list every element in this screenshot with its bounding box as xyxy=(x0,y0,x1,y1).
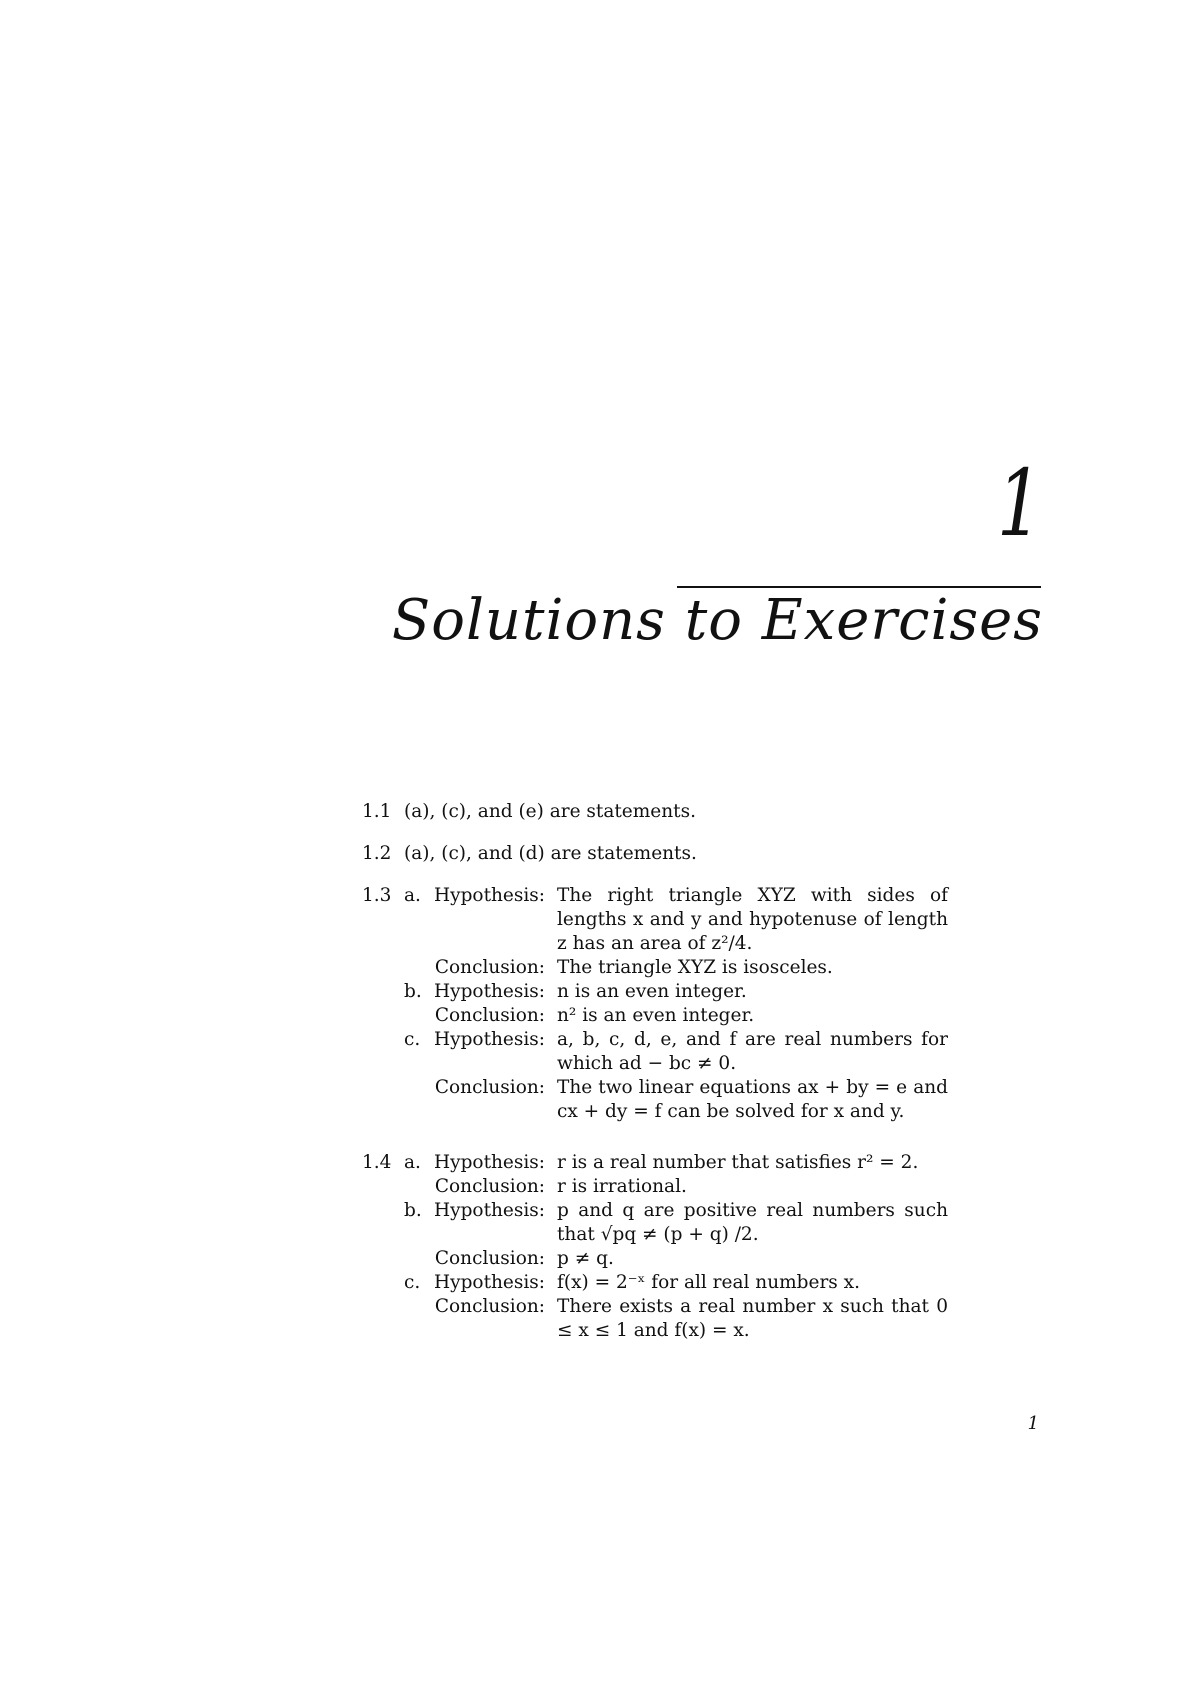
chapter-title: Solutions to Exercises xyxy=(391,588,1043,653)
conclusion-text: n² is an even integer. xyxy=(557,1005,755,1026)
exercise-number: 1.2 xyxy=(362,843,392,864)
hypothesis-row xyxy=(432,1199,948,1247)
page-number: 1 xyxy=(1027,1413,1039,1434)
part-letter: c. xyxy=(404,1029,421,1050)
hypothesis-row xyxy=(432,884,948,956)
conclusion-row xyxy=(432,1076,948,1124)
part-letter: a. xyxy=(404,885,421,906)
exercise-part xyxy=(404,1028,948,1124)
conclusion-text: p ≠ q. xyxy=(557,1248,614,1269)
hypothesis-row xyxy=(432,1151,948,1175)
exercise-1-3 xyxy=(362,884,948,1124)
hypothesis-text: p and q are positive real numbers such that √pq ≠ (p + q) /2. xyxy=(557,1200,948,1245)
exercise-part xyxy=(404,1151,948,1199)
conclusion-row xyxy=(432,1247,948,1271)
part-letter: b. xyxy=(404,981,422,1002)
part-letter: b. xyxy=(404,1200,422,1221)
part-body xyxy=(432,884,948,980)
conclusion-row xyxy=(432,1004,948,1028)
hypothesis-label: Hypothesis: xyxy=(434,1200,545,1221)
part-body xyxy=(432,1151,948,1199)
hypothesis-label: Hypothesis: xyxy=(434,1152,545,1173)
exercise-list xyxy=(362,800,948,1361)
hypothesis-label: Hypothesis: xyxy=(434,1029,545,1050)
conclusion-label: Conclusion: xyxy=(434,1176,545,1197)
conclusion-text: The triangle XYZ is isosceles. xyxy=(557,957,833,978)
exercise-part xyxy=(404,884,948,980)
conclusion-text: r is irrational. xyxy=(557,1176,687,1197)
exercise-1-1 xyxy=(362,800,948,824)
exercise-text: (a), (c), and (e) are statements. xyxy=(404,801,696,822)
hypothesis-text: f(x) = 2⁻ˣ for all real numbers x. xyxy=(557,1272,861,1293)
part-body xyxy=(432,1271,948,1343)
part-body xyxy=(432,1199,948,1271)
part-letter: a. xyxy=(404,1152,421,1173)
part-letter: c. xyxy=(404,1272,421,1293)
conclusion-text: There exists a real number x such that 0 ≤ x ≤ 1 and f(x) = x. xyxy=(557,1296,948,1341)
exercise-number: 1.4 xyxy=(362,1152,392,1173)
hypothesis-text: a, b, c, d, e, and f are real numbers for which ad − bc ≠ 0. xyxy=(557,1029,948,1074)
hypothesis-text: The right triangle XYZ with sides of lengths x and y and hypotenuse of length z has an area of z²/4. xyxy=(557,885,948,954)
part-body xyxy=(432,1028,948,1124)
exercise-number: 1.1 xyxy=(362,801,392,822)
hypothesis-label: Hypothesis: xyxy=(434,1272,545,1293)
conclusion-text: The two linear equations ax + by = e and cx + dy = f can be solved for x and y. xyxy=(557,1077,948,1122)
exercise-part xyxy=(404,1199,948,1271)
exercise-part xyxy=(404,1271,948,1343)
conclusion-row xyxy=(432,1175,948,1199)
conclusion-label: Conclusion: xyxy=(434,1296,545,1317)
hypothesis-row xyxy=(432,1028,948,1076)
exercise-text: (a), (c), and (d) are statements. xyxy=(404,843,697,864)
exercise-number: 1.3 xyxy=(362,885,392,906)
exercise-1-4 xyxy=(362,1151,948,1343)
hypothesis-text: r is a real number that satisfies r² = 2. xyxy=(557,1152,919,1173)
hypothesis-row xyxy=(432,1271,948,1295)
conclusion-label: Conclusion: xyxy=(434,1248,545,1269)
conclusion-label: Conclusion: xyxy=(434,957,545,978)
conclusion-label: Conclusion: xyxy=(434,1005,545,1026)
conclusion-label: Conclusion: xyxy=(434,1077,545,1098)
conclusion-row xyxy=(432,956,948,980)
part-body xyxy=(432,980,948,1028)
hypothesis-row xyxy=(432,980,948,1004)
conclusion-row xyxy=(432,1295,948,1343)
exercise-part xyxy=(404,980,948,1028)
hypothesis-label: Hypothesis: xyxy=(434,885,545,906)
hypothesis-text: n is an even integer. xyxy=(557,981,747,1002)
hypothesis-label: Hypothesis: xyxy=(434,981,545,1002)
chapter-number: 1 xyxy=(997,450,1043,557)
exercise-1-2 xyxy=(362,842,948,866)
